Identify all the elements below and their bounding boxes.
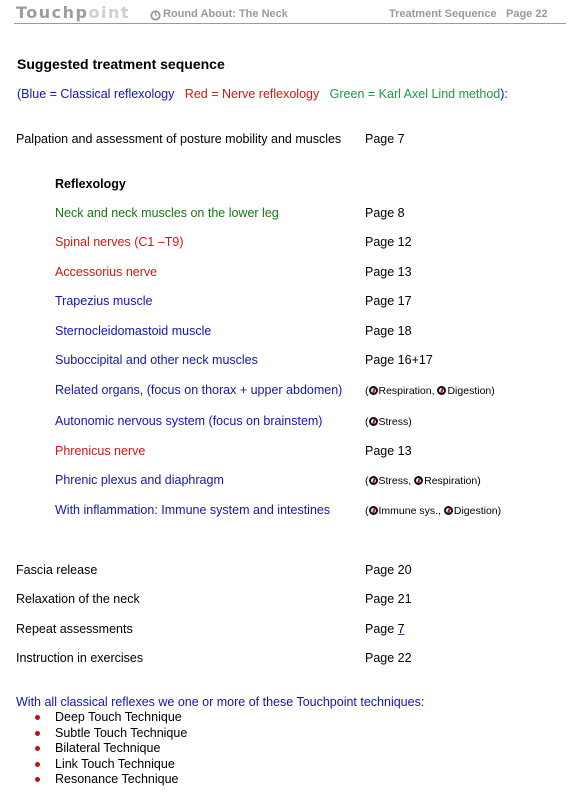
- list-item: [35, 757, 187, 773]
- touchpoint-ring-icon: [444, 506, 453, 515]
- page-7-link[interactable]: 7: [397, 622, 405, 636]
- touchpoint-ring-icon: [369, 506, 378, 515]
- bullet-icon: [35, 715, 40, 720]
- reflex-item-suboccipital-page: Page 16+17: [365, 353, 433, 367]
- section-title: Treatment Sequence: [389, 8, 497, 20]
- step-instruction-page: Page 22: [365, 651, 412, 665]
- techniques-intro: With all classical reflexes we one or more of these Touchpoint techniques:: [16, 695, 425, 709]
- legend-red: Red = Nerve reflexology: [184, 87, 320, 101]
- page-header: [14, 3, 566, 24]
- reflex-item-phrenic-plexus: Phrenic plexus and diaphragm: [55, 473, 224, 487]
- reflex-item-trapezius: Trapezius muscle: [55, 294, 153, 308]
- reflex-item-accessorius: Accessorius nerve: [55, 265, 158, 279]
- list-item: [35, 726, 187, 742]
- reflex-item-spinal-nerves-page: Page 12: [365, 235, 412, 249]
- page-title: Suggested treatment sequence: [17, 56, 225, 72]
- touchpoint-ring-icon: [369, 476, 378, 485]
- chapter-title: Round About: The Neck: [163, 8, 288, 20]
- touchpoint-ring-icon: [437, 386, 446, 395]
- reflex-item-suboccipital: Suboccipital and other neck muscles: [55, 353, 258, 367]
- step-fascia-page: Page 20: [365, 563, 412, 577]
- reflexology-heading: Reflexology: [55, 177, 126, 191]
- technique-deep-touch: Deep Touch Technique: [55, 710, 182, 724]
- touchpoint-ring-icon: [369, 386, 378, 395]
- legend-open-paren: (: [17, 87, 22, 101]
- reflex-item-autonomic-refs: ( Stress): [365, 416, 412, 428]
- step-instruction-label: Instruction in exercises: [16, 651, 144, 665]
- step-palpation-label: Palpation and assessment of posture mobility and muscles: [16, 132, 342, 146]
- step-fascia-label: Fascia release: [16, 563, 98, 577]
- reflex-item-phrenicus: Phrenicus nerve: [55, 444, 146, 458]
- logo-text-2: o: [88, 3, 101, 22]
- step-repeat-page: [365, 622, 405, 636]
- reflex-item-related-organs: Related organs, (focus on thorax + upper abdomen): [55, 383, 343, 397]
- technique-bilateral: Bilateral Technique: [55, 741, 161, 756]
- list-item: [35, 741, 187, 757]
- step-relaxation-page: Page 21: [365, 592, 412, 606]
- ref-digestion: Digestion: [447, 385, 492, 397]
- technique-link-touch: Link Touch Technique: [55, 756, 175, 771]
- step-relaxation-label: Relaxation of the neck: [16, 592, 140, 606]
- color-legend: [17, 87, 508, 101]
- reflex-item-accessorius-page: Page 13: [365, 265, 412, 279]
- step-repeat-page-prefix: Page: [365, 622, 398, 636]
- touchpoint-logo: [16, 3, 130, 22]
- bullet-icon: [35, 762, 40, 767]
- reflex-item-spinal-nerves: Spinal nerves (C1 –T9): [55, 235, 184, 249]
- ref-stress: Stress: [378, 475, 409, 487]
- logo-text-3: int: [101, 3, 131, 22]
- bullet-icon: [35, 746, 40, 751]
- ref-immune: Immune sys.: [378, 505, 439, 517]
- logo-text-1: Touchp: [16, 3, 89, 22]
- legend-close-paren: ):: [500, 87, 508, 101]
- list-item: [35, 710, 187, 726]
- reflex-item-lower-leg-page: Page 8: [365, 206, 405, 220]
- reflex-item-trapezius-page: Page 17: [365, 294, 412, 308]
- ref-respiration: Respiration: [424, 475, 478, 487]
- reflex-item-related-organs-refs: ( Respiration, Digestion): [365, 385, 495, 397]
- ref-stress: Stress: [378, 416, 409, 428]
- reflex-item-phrenicus-page: Page 13: [365, 444, 412, 458]
- reflex-item-inflammation: With inflammation: Immune system and intestines: [55, 503, 331, 517]
- touchpoint-ring-icon: [150, 8, 161, 26]
- reflex-item-sternocleidomastoid: Sternocleidomastoid muscle: [55, 324, 212, 338]
- reflex-item-inflammation-refs: ( Immune sys., Digestion): [365, 505, 502, 517]
- techniques-list: [35, 710, 187, 788]
- legend-blue: Blue = Classical reflexology: [21, 87, 175, 101]
- reflex-item-autonomic: Autonomic nervous system (focus on brainstem): [55, 414, 323, 428]
- bullet-icon: [35, 731, 40, 736]
- touchpoint-ring-icon: [414, 476, 423, 485]
- step-palpation-page: Page 7: [365, 132, 405, 146]
- bullet-icon: [35, 777, 40, 782]
- step-repeat-label: Repeat assessments: [16, 622, 133, 636]
- ref-respiration: Respiration: [378, 385, 432, 397]
- reflex-item-phrenic-plexus-refs: ( Stress, Respiration): [365, 475, 481, 487]
- touchpoint-ring-icon: [369, 417, 378, 426]
- technique-resonance: Resonance Technique: [55, 772, 179, 787]
- page-number: Page 22: [506, 8, 548, 20]
- legend-green: Green = Karl Axel Lind method: [329, 87, 501, 101]
- technique-subtle-touch: Subtle Touch Technique: [55, 725, 188, 740]
- reflex-item-lower-leg: Neck and neck muscles on the lower leg: [55, 206, 279, 220]
- list-item: [35, 772, 187, 788]
- ref-digestion: Digestion: [453, 505, 498, 517]
- reflex-item-sternocleidomastoid-page: Page 18: [365, 324, 412, 338]
